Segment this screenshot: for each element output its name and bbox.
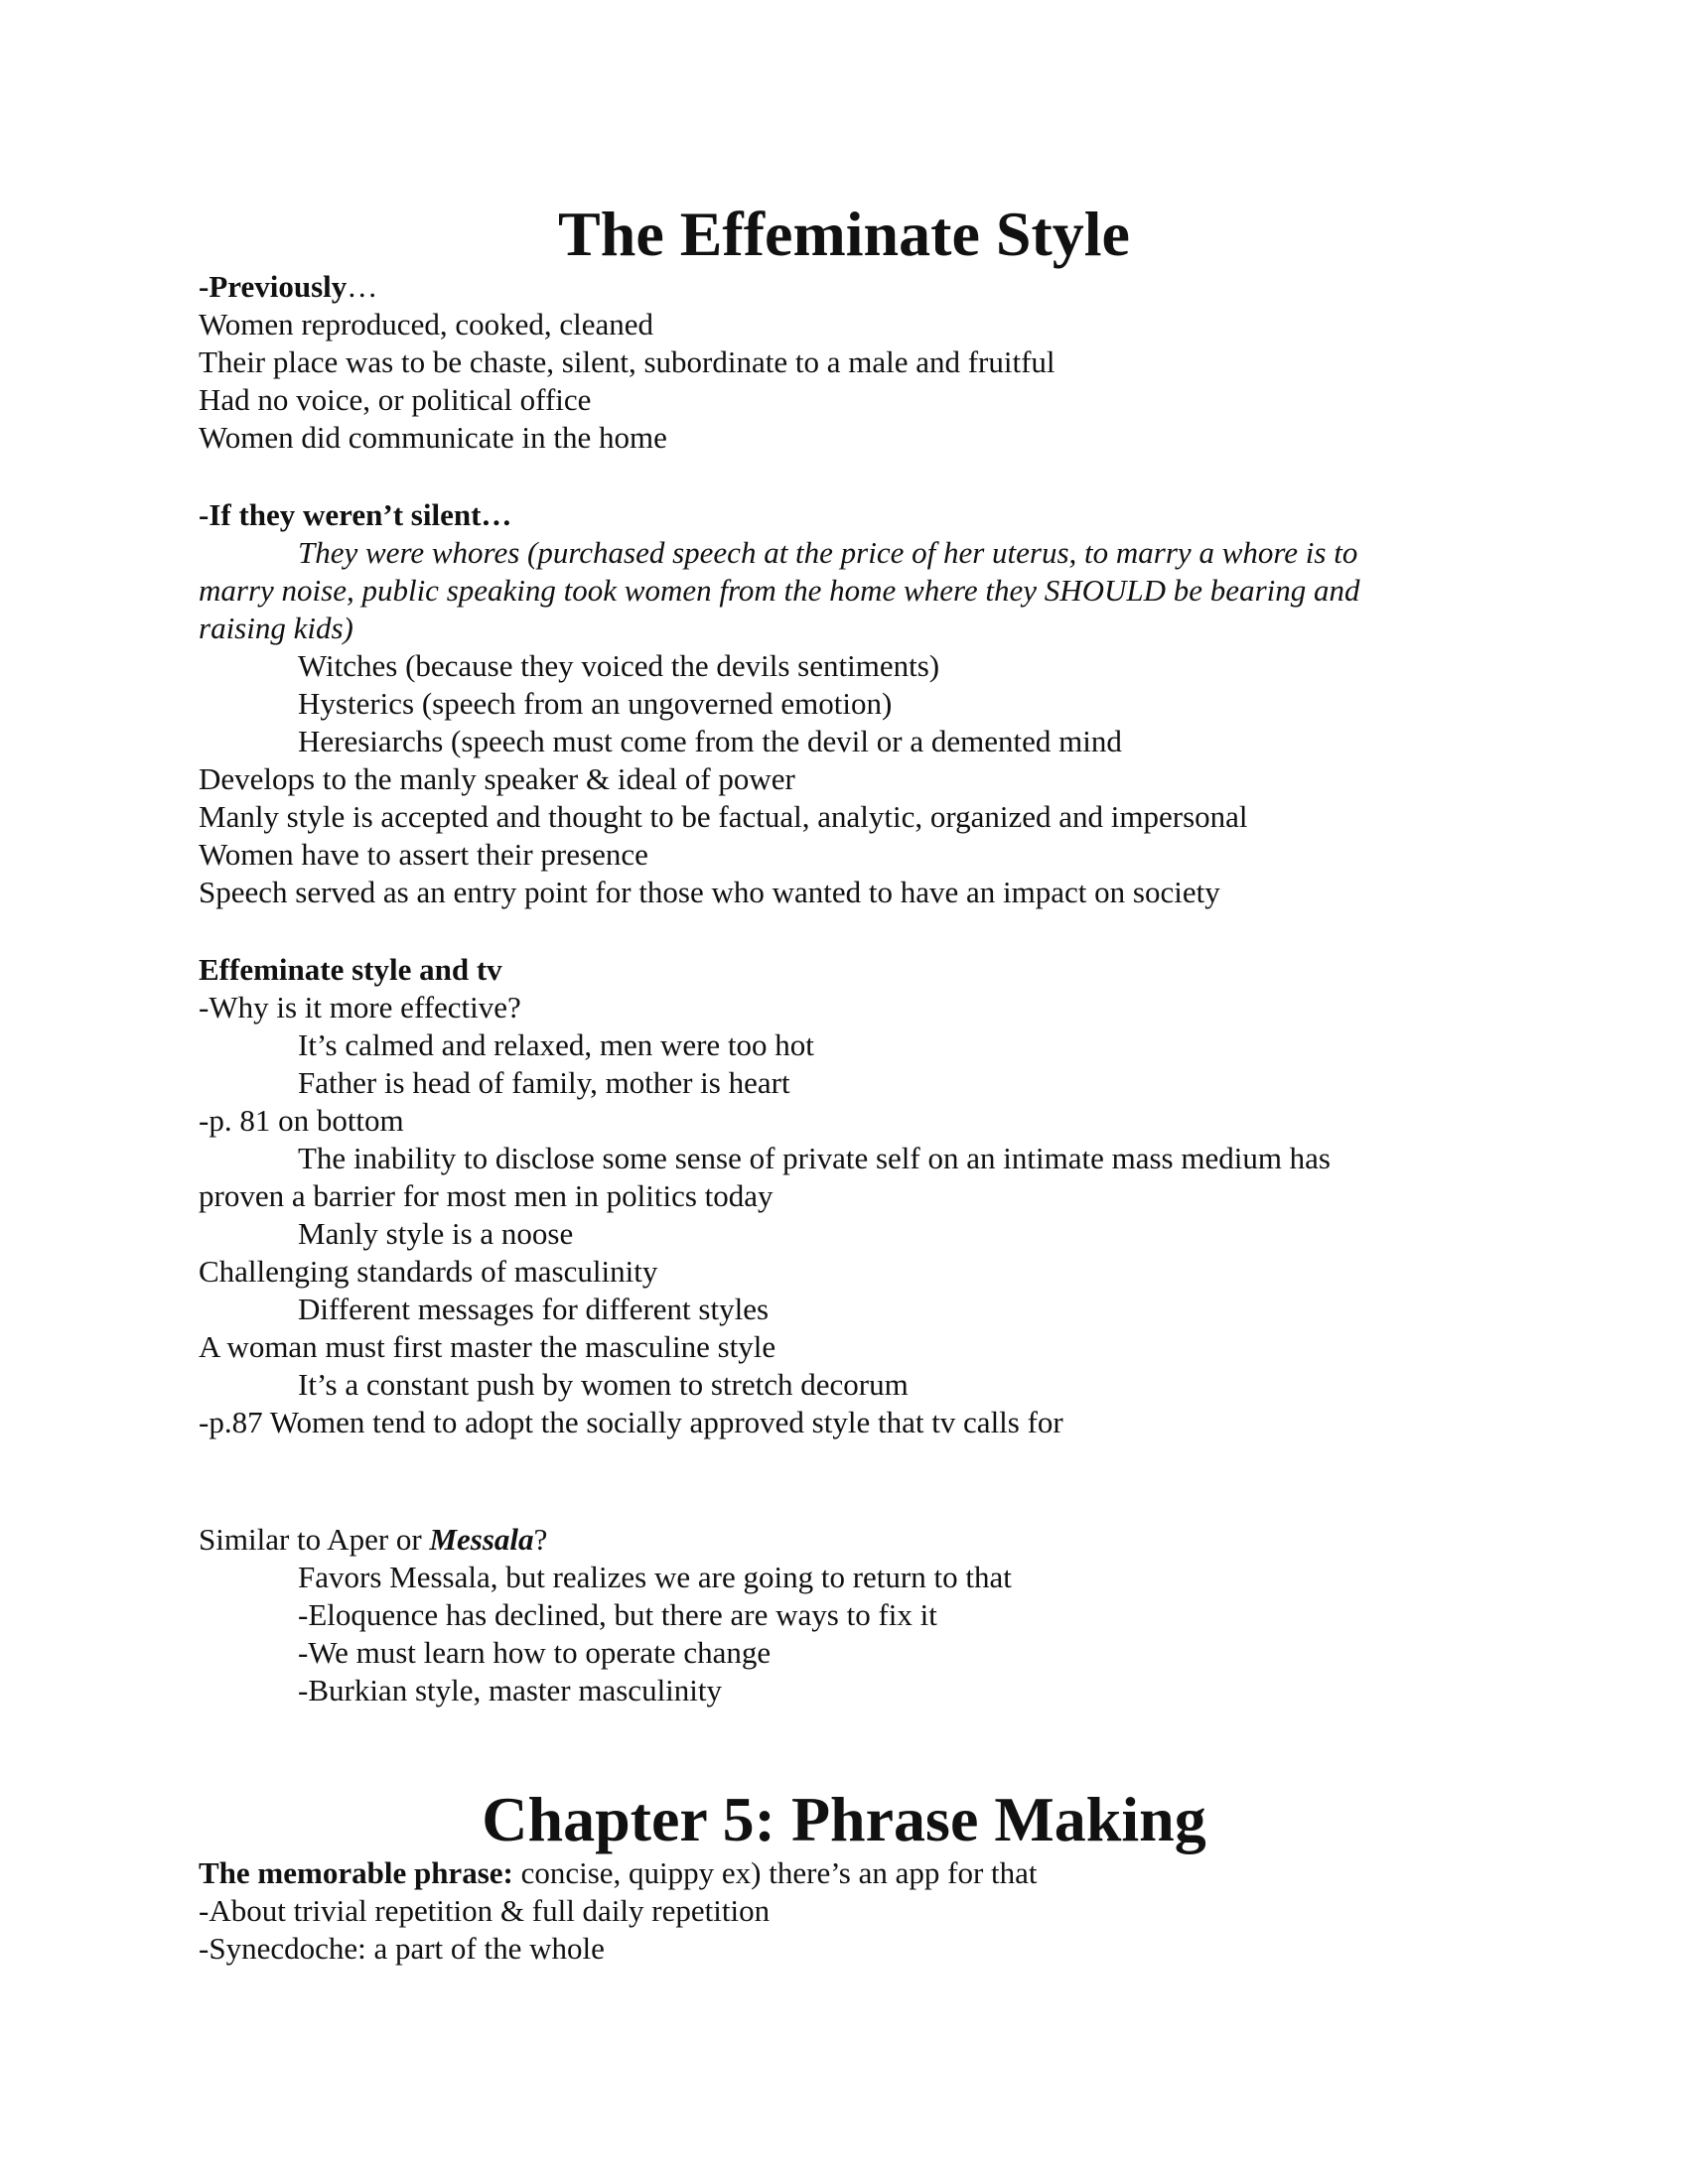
indented-line: Father is head of family, mother is heart — [298, 1065, 790, 1100]
italic-line: marry noise, public speaking took women from the home where they SHOULD be bearing and — [199, 573, 1360, 608]
text-line: Women have to assert their presence — [199, 837, 648, 872]
italic-line: They were whores (purchased speech at the price of her uterus, to marry a whore is to — [298, 535, 1358, 570]
text-line: A woman must first master the masculine style — [199, 1329, 776, 1364]
memorable-phrase-line — [199, 1854, 1038, 1892]
heading-previously — [199, 268, 377, 306]
indented-line: It’s calmed and relaxed, men were too hot — [298, 1027, 814, 1062]
text-line: -Synecdoche: a part of the whole — [199, 1931, 605, 1966]
similar-question — [199, 1521, 547, 1559]
text-line: Had no voice, or political office — [199, 382, 592, 417]
heading-previously-ellipsis: … — [347, 269, 378, 304]
memorable-phrase-label: The memorable phrase: — [199, 1855, 513, 1890]
indented-line: Manly style is a noose — [298, 1216, 574, 1251]
indented-line: Different messages for different styles — [298, 1292, 770, 1326]
memorable-phrase-text: concise, quippy ex) there’s an app for that — [512, 1855, 1038, 1890]
text-line: Women reproduced, cooked, cleaned — [199, 307, 653, 341]
indented-line: Witches (because they voiced the devils sentiments) — [298, 648, 940, 683]
indented-line: The inability to disclose some sense of private self on an intimate mass medium has — [298, 1141, 1331, 1175]
text-line: Speech served as an entry point for those who wanted to have an impact on society — [199, 875, 1220, 909]
text-line: -p. 81 on bottom — [199, 1103, 404, 1138]
text-line: -Why is it more effective? — [199, 990, 521, 1024]
indented-line: -Eloquence has declined, but there are ways to fix it — [298, 1597, 937, 1632]
text-line: Develops to the manly speaker & ideal of power — [199, 761, 795, 796]
section-title-effeminate-style: The Effeminate Style — [558, 199, 1130, 269]
indented-line: Favors Messala, but realizes we are going to return to that — [298, 1560, 1012, 1594]
text-line: Manly style is accepted and thought to be factual, analytic, organized and impersonal — [199, 799, 1248, 834]
text-line: Their place was to be chaste, silent, subordinate to a male and fruitful — [199, 344, 1055, 379]
indented-line: -We must learn how to operate change — [298, 1635, 772, 1670]
text-line: Women did communicate in the home — [199, 420, 667, 455]
similar-prefix: Similar to Aper or — [199, 1522, 430, 1557]
heading-not-silent: -If they weren’t silent… — [199, 497, 512, 532]
heading-previously-label: -Previously — [199, 269, 348, 304]
indented-line: Hysterics (speech from an ungoverned emotion) — [298, 686, 893, 721]
italic-line: raising kids) — [199, 611, 353, 645]
indented-line: -Burkian style, master masculinity — [298, 1673, 723, 1707]
text-line: proven a barrier for most men in politics today — [199, 1178, 774, 1213]
heading-effeminate-tv: Effeminate style and tv — [199, 952, 502, 987]
similar-suffix: ? — [533, 1522, 548, 1557]
text-line: Challenging standards of masculinity — [199, 1254, 658, 1289]
similar-emphasis: Messala — [429, 1522, 534, 1557]
text-line: -About trivial repetition & full daily repetition — [199, 1893, 771, 1928]
text-line: -p.87 Women tend to adopt the socially approved style that tv calls for — [199, 1405, 1063, 1439]
indented-line: Heresiarchs (speech must come from the devil or a demented mind — [298, 724, 1122, 758]
indented-line: It’s a constant push by women to stretch decorum — [298, 1367, 909, 1402]
section-title-chapter-5: Chapter 5: Phrase Making — [482, 1784, 1206, 1854]
